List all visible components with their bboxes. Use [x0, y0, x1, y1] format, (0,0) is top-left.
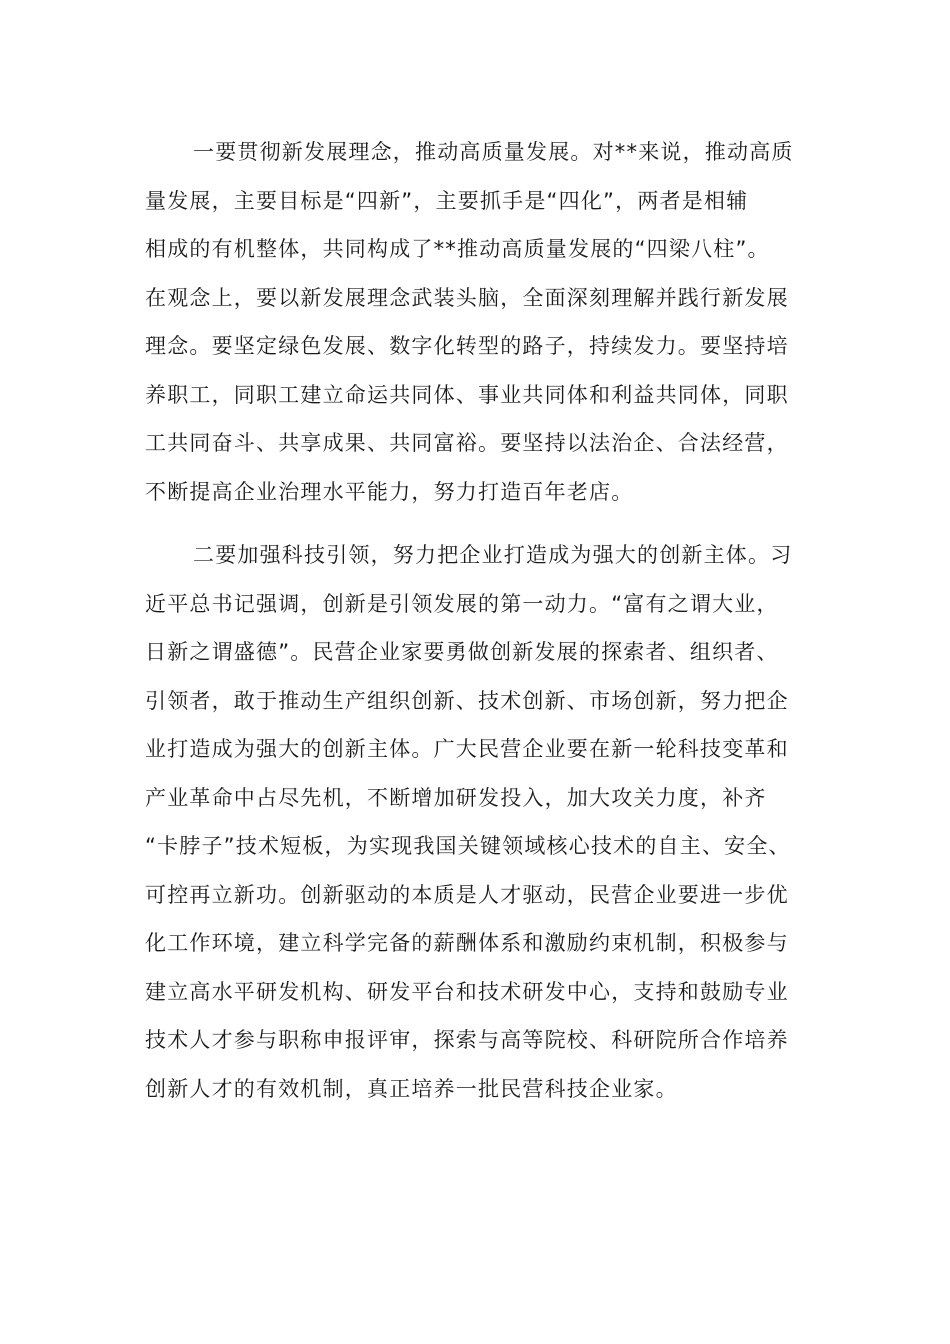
document-body: [145, 128, 810, 1128]
paragraph-line: 一要贯彻新发展理念，推动高质量发展。对**来说，推动高质: [193, 140, 794, 164]
paragraph-new-development-concept: [145, 128, 810, 516]
paragraph-line: 业打造成为强大的创新主体。广大民营企业要在新一轮科技变革和: [145, 737, 789, 761]
paragraph-line: 可控再立新功。创新驱动的本质是人才驱动，民营企业要进一步优: [145, 882, 789, 907]
paragraph-line: 引领者，敢于推动生产组织创新、技术创新、市场创新，努力把企: [145, 688, 789, 713]
paragraph-line: 化工作环境，建立科学完备的薪酬体系和激励约束机制，积极参与: [145, 931, 789, 955]
paragraph-line: 理念。要坚定绿色发展、数字化转型的路子，持续发力。要坚持培: [145, 334, 789, 358]
paragraph-line: 近平总书记强调，创新是引领发展的第一动力。“富有之谓大业，: [145, 591, 779, 616]
paragraph-line: 建立高水平研发机构、研发平台和技术研发中心，支持和鼓励专业: [145, 979, 789, 1004]
paragraph-line: 工共同奋斗、共享成果、共同富裕。要坚持以法治企、合法经营，: [145, 431, 789, 455]
paragraph-line: “卡脖子”技术短板，为实现我国关键领域核心技术的自主、安全、: [145, 834, 791, 858]
paragraph-line: 不断提高企业治理水平能力，努力打造百年老店。: [145, 479, 634, 504]
paragraph-line: 日新之谓盛德”。民营企业家要勇做创新发展的探索者、组织者、: [145, 640, 779, 664]
paragraph-line: 量发展，主要目标是“四新”，主要抓手是“四化”，两者是相辅: [145, 188, 749, 213]
paragraph-line: 产业革命中占尽先机，不断增加研发投入，加大攻关力度，补齐: [145, 785, 767, 810]
paragraph-line: 创新人才的有效机制，真正培养一批民营科技企业家。: [145, 1076, 678, 1101]
paragraph-line: 养职工，同职工建立命运共同体、事业共同体和利益共同体，同职: [145, 382, 789, 407]
paragraph-line: 在观念上，要以新发展理念武装头脑，全面深刻理解并践行新发展: [145, 285, 789, 310]
paragraph-line: 相成的有机整体，共同构成了**推动高质量发展的“四梁八柱”。: [145, 237, 770, 261]
paragraph-line: 技术人才参与职称申报评审，探索与高等院校、科研院所合作培养: [145, 1028, 789, 1052]
paragraph-line: 二要加强科技引领，努力把企业打造成为强大的创新主体。习: [193, 543, 793, 567]
paragraph-technology-leadership: [145, 531, 810, 1113]
